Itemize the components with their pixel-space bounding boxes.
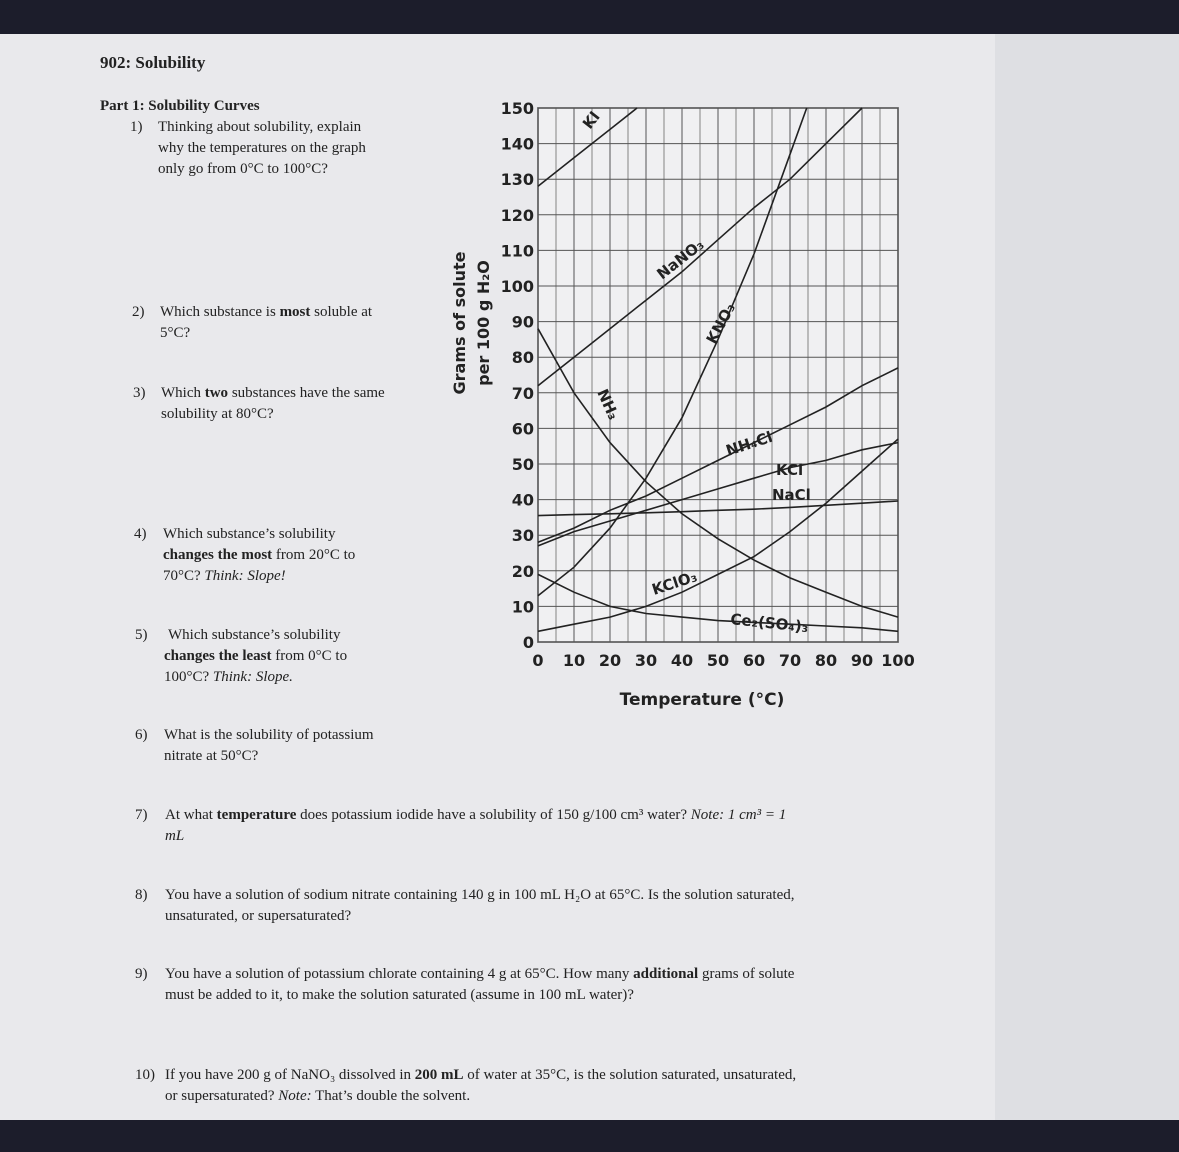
- question-line: why the temperatures on the graph: [158, 140, 366, 156]
- question-number: 1): [130, 119, 143, 135]
- curve-label-nh3: NH₃: [593, 386, 623, 423]
- y-tick-label: 40: [511, 490, 534, 510]
- question-line: only go from 0°C to 100°C?: [158, 161, 328, 177]
- question-number: 5): [135, 627, 148, 643]
- x-axis-ticks: [532, 651, 914, 670]
- question-line: At what temperature does potassium iodide have a solubility of 150 g/100 cm³ water? Note: 1 cm³ = 1: [165, 807, 787, 823]
- question-line: or supersaturated? Note: That’s double the solvent.: [165, 1088, 471, 1104]
- question-number: 2): [132, 304, 145, 320]
- question-number: 4): [134, 526, 147, 542]
- question-line: unsaturated, or supersaturated?: [165, 908, 352, 924]
- curve-label-kclo3: KClO₃: [649, 567, 700, 599]
- curve-label-ce2so43: Ce₂(SO₄)₃: [729, 610, 810, 637]
- x-tick-label: 0: [532, 651, 544, 670]
- x-tick-label: 30: [634, 651, 658, 670]
- x-tick-label: 60: [742, 651, 766, 670]
- y-tick-label: 80: [511, 348, 534, 368]
- question-line: Which two substances have the same: [161, 385, 385, 401]
- question-line: 5°C?: [160, 325, 191, 341]
- x-tick-label: 80: [814, 651, 838, 670]
- question-line: Thinking about solubility, explain: [158, 119, 362, 135]
- question-line: nitrate at 50°C?: [164, 748, 259, 764]
- y-tick-label: 150: [500, 99, 534, 118]
- question-number: 8): [135, 887, 148, 903]
- question-line: Which substance’s solubility: [168, 627, 341, 643]
- y-tick-label: 130: [500, 170, 534, 190]
- question-line: Which substance is most soluble at: [160, 304, 373, 320]
- x-tick-label: 90: [850, 651, 874, 670]
- question-line: solubility at 80°C?: [161, 406, 274, 422]
- question-line: You have a solution of potassium chlorate containing 4 g at 65°C. How many additional grams of solute: [165, 966, 795, 982]
- y-tick-label: 50: [511, 455, 534, 474]
- y-tick-label: 110: [500, 241, 534, 261]
- curve-label-ki: KI: [578, 107, 604, 133]
- question-line: changes the least from 0°C to: [164, 648, 348, 664]
- x-tick-label: 50: [706, 651, 730, 670]
- y-tick-label: 140: [500, 134, 534, 154]
- curve-label-kcl: KCl: [776, 461, 804, 479]
- question-number: 9): [135, 966, 148, 982]
- y-tick-label: 90: [511, 312, 534, 332]
- question-line: changes the most from 20°C to: [163, 547, 356, 563]
- y-tick-label: 10: [511, 597, 534, 617]
- curve-label-nacl: NaCl: [772, 486, 811, 504]
- y-tick-label: 120: [500, 205, 534, 225]
- question-line: What is the solubility of potassium: [164, 727, 374, 743]
- y-tick-label: 30: [511, 526, 534, 546]
- x-tick-label: 10: [562, 651, 586, 670]
- chart-grid: [538, 108, 898, 642]
- x-tick-label: 70: [778, 651, 802, 670]
- curve-label-nh4cl: NH₄Cl: [723, 427, 775, 460]
- worksheet-title: 902: Solubility: [100, 53, 206, 72]
- y-axis-label-line-1: Grams of solute: [450, 251, 469, 395]
- background-surface: [995, 34, 1179, 1120]
- part-heading: Part 1: Solubility Curves: [100, 98, 260, 114]
- x-axis-label: Temperature (°C): [619, 690, 785, 710]
- x-tick-label: 100: [881, 651, 915, 670]
- curve-label-nano3: NaNO₃: [653, 235, 708, 284]
- question-line: You have a solution of sodium nitrate containing 140 g in 100 mL H₂O at 65°C. Is the solution saturated,: [165, 887, 795, 903]
- question-line: If you have 200 g of NaNO₃ dissolved in 200 mL of water at 35°C, is the solution saturated, unsaturated,: [165, 1067, 797, 1083]
- y-tick-label: 100: [500, 277, 534, 296]
- curve-label-kno3: KNO₃: [702, 300, 739, 347]
- y-tick-label: 70: [511, 383, 534, 403]
- question-line: 100°C? Think: Slope.: [164, 669, 293, 685]
- question-number: 6): [135, 727, 148, 743]
- question-line: 70°C? Think: Slope!: [163, 568, 286, 584]
- y-tick-label: 0: [522, 633, 534, 652]
- x-tick-label: 40: [670, 651, 694, 670]
- question-number: 10): [135, 1067, 155, 1083]
- x-tick-label: 20: [598, 651, 622, 670]
- question-line: mL: [165, 828, 185, 844]
- y-axis-ticks: [501, 99, 534, 652]
- question-line: must be added to it, to make the solution saturated (assume in 100 mL water)?: [165, 987, 634, 1003]
- y-axis-label-line-2: per 100 g H₂O: [474, 260, 493, 386]
- question-line: Which substance’s solubility: [163, 526, 336, 542]
- solubility-chart: [440, 90, 920, 730]
- question-number: 3): [133, 385, 146, 401]
- y-tick-label: 60: [511, 419, 534, 439]
- question-number: 7): [135, 807, 148, 823]
- y-tick-label: 20: [511, 561, 534, 581]
